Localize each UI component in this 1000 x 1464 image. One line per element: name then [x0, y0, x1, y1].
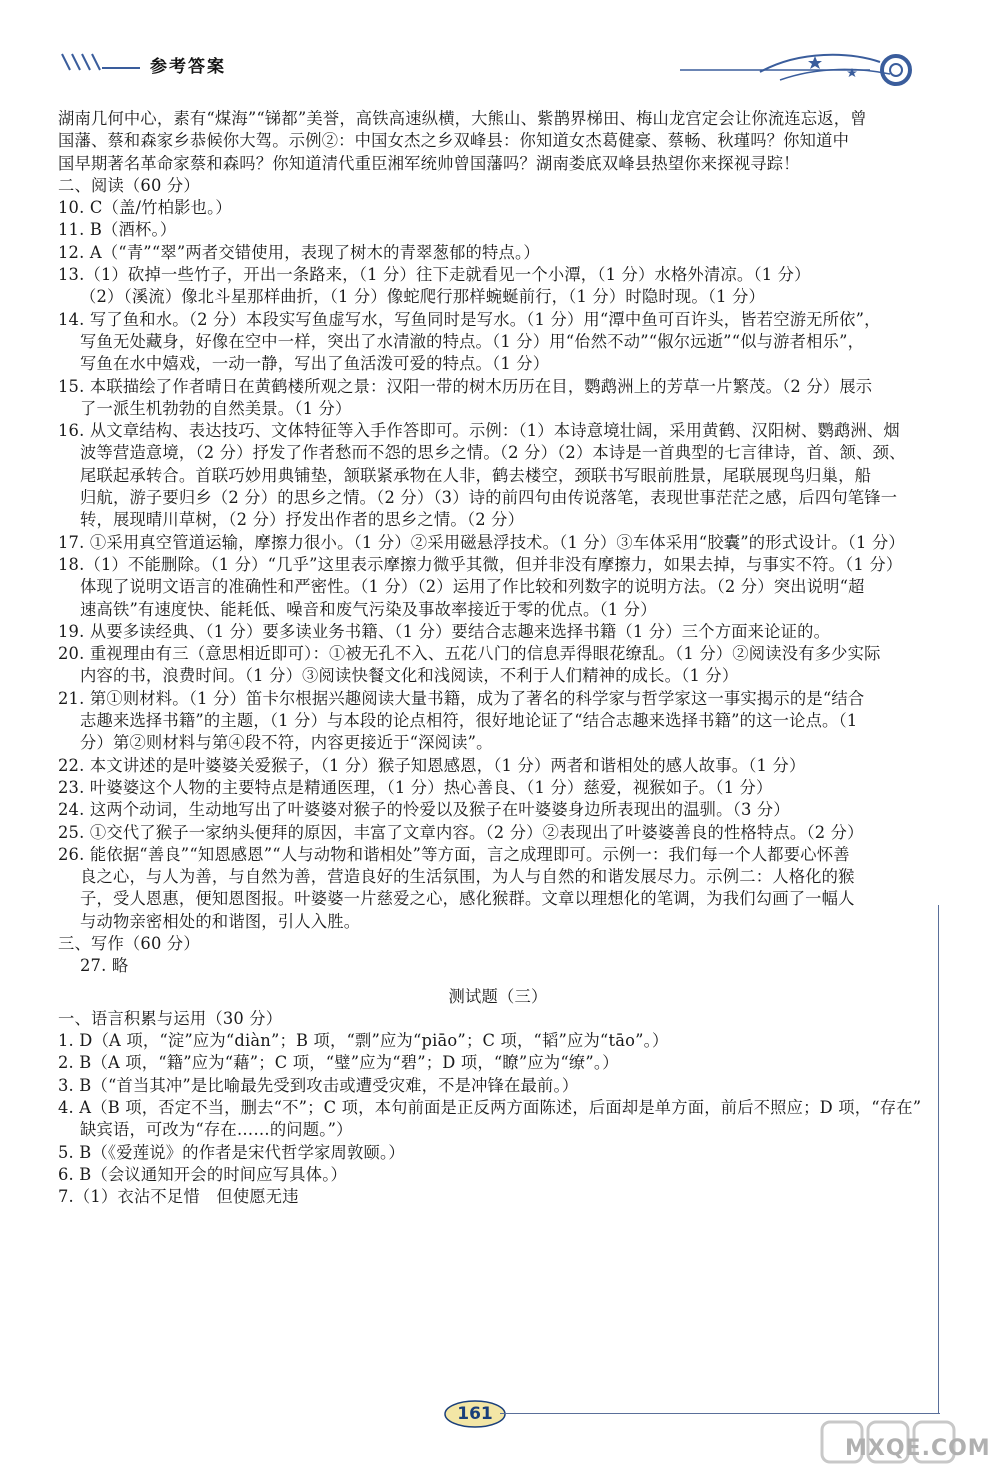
text-line: 4. A（B 项，否定不当，删去“不”；C 项，本句前面是正反两方面陈述，后面却是单方面，前后不照应；D 项，“存在”: [58, 1098, 922, 1118]
text-line: 18.（1）不能删除。（1 分）“几乎”这里表示摩擦力微乎其微，但并非没有摩擦力，如果去掉，与事实不符。（1 分）: [58, 554, 903, 574]
text-line: 子，受人恩惠，便知恩图报。叶婆婆一片慈爱之心，感化猴群。文章以理想化的笔调，为我们勾画了一幅人: [80, 889, 855, 909]
text-line: 14. 写了鱼和水。（2 分）本段实写鱼虚写水，写鱼同时是写水。（1 分）用“潭中鱼可百许头，皆若空游无所依”，: [58, 309, 881, 329]
text-line: 湖南几何中心，素有“煤海”“锑都”美誉，高铁高速纵横，大熊山、紫鹊界梯田、梅山龙宫定会让你流连忘返，曾: [58, 109, 867, 128]
header-ring-icon: [882, 56, 910, 84]
text-line: 写鱼无处藏身，好像在空中一样，突出了水清澈的特点。（1 分）用“佁然不动”“俶尔远逝”“似与游者相乐”，: [80, 331, 865, 351]
text-line: 3. B（“首当其冲”是比喻最先受到攻击或遭受灾难，不是冲锋在最前。）: [58, 1075, 579, 1095]
text-line: 10. C（盖/竹柏影也。）: [58, 198, 232, 218]
text-line: 波等营造意境，（2 分）抒发了作者愁而不怨的思乡之情。（2 分）（2）本诗是一首典型的七言律诗，首、颔、颈、: [80, 443, 906, 463]
text-line: 24. 这两个动词，生动地写出了叶婆婆对猴子的怜爱以及猴子在叶婆婆身边所表现出的温驯。（3 分）: [58, 800, 790, 820]
text-line: 26. 能依据“善良”“知恩感恩”“人与动物和谐相处”等方面，言之成理即可。示例一：我们每一个人都要心怀善: [58, 844, 850, 864]
text-line: 尾联起承转合。首联巧妙用典铺垫，颔联紧承物在人非，鹤去楼空，颈联书写眼前胜景，尾联展现鸟归巢，船: [80, 465, 872, 485]
text-line: 与动物亲密相处的和谐图，引人入胜。: [80, 911, 361, 931]
header-decoration: [0, 0, 1000, 100]
text-line: 22. 本文讲述的是叶婆婆关爱猴子，（1 分）猴子知恩感恩，（1 分）两者和谐相处的感人故事。（1 分）: [58, 755, 806, 775]
header-swoosh-left-icon: [62, 54, 140, 70]
text-line: 测试题（三）: [448, 986, 548, 1006]
header-star-icon: [808, 56, 857, 77]
text-line: 16. 从文章结构、表达技巧、文体特征等入手作答即可。示例：（1）本诗意境壮阔，采用黄鹤、汉阳树、鹦鹉洲、烟: [58, 421, 900, 441]
text-line: 27. 略: [80, 956, 129, 976]
footer-rule: [500, 1413, 940, 1414]
text-line: 缺宾语，可改为“存在……的问题。”）: [80, 1120, 353, 1140]
text-line: 11. B（酒杯。）: [58, 220, 177, 240]
text-line: 速高铁”有速度快、能耗低、噪音和废气污染及事故率接近于零的优点。（1 分）: [80, 599, 657, 619]
text-line: 5. B（《爱莲说》的作者是宋代哲学家周敦颐。）: [58, 1142, 405, 1162]
text-line: 国藩、蔡和森家乡恭候你大驾。示例②：中国女杰之乡双峰县：你知道女杰葛健豪、蔡畅、秋瑾吗？你知道中: [58, 131, 850, 151]
text-line: 2. B（A 项，“籍”应为“藉”；C 项，“璧”应为“碧”；D 项，“瞭”应为“缭”。）: [58, 1053, 619, 1073]
text-line: 分）第②则材料与第④段不符，内容更接近于“深阅读”。: [80, 733, 493, 753]
text-line: 写鱼在水中嬉戏，一动一静，写出了鱼活泼可爱的特点。（1 分）: [80, 354, 550, 374]
text-line: 20. 重视理由有三（意思相近即可）：①被无孔不入、五花八门的信息弄得眼花缭乱。（1 分）②阅读没有多少实际: [58, 644, 881, 664]
text-line: 二、阅读（60 分）: [58, 175, 200, 195]
text-line: 转，展现晴川草树，（2 分）抒发出作者的思乡之情。（2 分）: [80, 510, 525, 530]
text-line: 25. ①交代了猴子一家纳头便拜的原因，丰富了文章内容。（2 分）②表现出了叶婆婆善良的性格特点。（2 分）: [58, 822, 864, 842]
answer-text-body: [58, 108, 938, 1209]
text-line: 三、写作（60 分）: [58, 933, 200, 953]
page-header: [0, 0, 1000, 100]
text-line: 良之心，与人为善，与自然为善，营造良好的生活氛围，为人与自然的和谐发展尽力。示例二：人格化的猴: [80, 867, 855, 887]
text-line: 了一派生机勃勃的自然美景。（1 分）: [80, 398, 352, 418]
watermark-text: MXQE.COM: [845, 1436, 991, 1461]
text-line: 一、语言积累与运用（30 分）: [58, 1008, 283, 1028]
text-line: 15. 本联描绘了作者晴日在黄鹤楼所观之景：汉阳一带的树木历历在目，鹦鹉洲上的芳草一片繁茂。（2 分）展示: [58, 376, 873, 396]
text-line: 23. 叶婆婆这个人物的主要特点是精通医理，（1 分）热心善良、（1 分）慈爱，视猴如子。（1 分）: [58, 777, 773, 797]
text-line: 国早期著名革命家蔡和森吗？你知道清代重臣湘军统帅曾国藩吗？湖南娄底双峰县热望你来探视寻踪！: [58, 153, 800, 173]
text-line: 归航，游子要归乡（2 分）的思乡之情。（2 分）（3）诗的前四句由传说落笔，表现世事茫茫之感，后四句笔锋一: [80, 488, 898, 508]
text-line: 1. D（A 项，“淀”应为“diàn”；B 项，“剽”应为“piāo”；C 项，“韬”应为“tāo”。）: [58, 1031, 669, 1051]
text-line: 12. A（“青”“翠”两者交错使用，表现了树木的青翠葱郁的特点。）: [58, 242, 540, 262]
text-line: 内容的书，浪费时间。（1 分）③阅读快餐文化和浅阅读，不利于人们精神的成长。（1 分）: [80, 666, 739, 686]
text-line: 7.（1）衣沾不足惜 但使愿无违: [58, 1187, 299, 1207]
text-line: （2）（溪流）像北斗星那样曲折，（1 分）像蛇爬行那样蜿蜒前行，（1 分）时隐时现。（1 分）: [80, 287, 766, 307]
text-line: 13.（1）砍掉一些竹子，开出一条路来，（1 分）往下走就看见一个小潭，（1 分）水格外清凉。（1 分）: [58, 265, 811, 285]
right-margin-rule: [938, 905, 939, 1413]
text-line: 体现了说明文语言的准确性和严密性。（1 分）（2）运用了作比较和列数字的说明方法。（2 分）突出说明“超: [80, 577, 865, 597]
text-line: 17. ①采用真空管道运输，摩擦力很小。（1 分）②采用磁悬浮技术。（1 分）③车体采用“胶囊”的形式设计。（1 分）: [58, 532, 905, 552]
page-number-badge: [440, 1398, 510, 1430]
text-line: 6. B（会议通知开会的时间应写具体。）: [58, 1164, 348, 1184]
text-line: 志趣来选择书籍”的主题，（1 分）与本段的论点相符，很好地论证了“结合志趣来选择书籍”的这一论点。（1: [80, 711, 858, 731]
page-number: 161: [457, 1404, 493, 1424]
header-title: 参考答案: [150, 57, 226, 77]
text-line: 21. 第①则材料。（1 分）笛卡尔根据兴趣阅读大量书籍，成为了著名的科学家与哲学家这一事实揭示的是“结合: [58, 688, 865, 708]
text-line: 19. 从要多读经典、（1 分）要多读业务书籍、（1 分）要结合志趣来选择书籍（1 分）三个方面来论证的。: [58, 621, 831, 641]
